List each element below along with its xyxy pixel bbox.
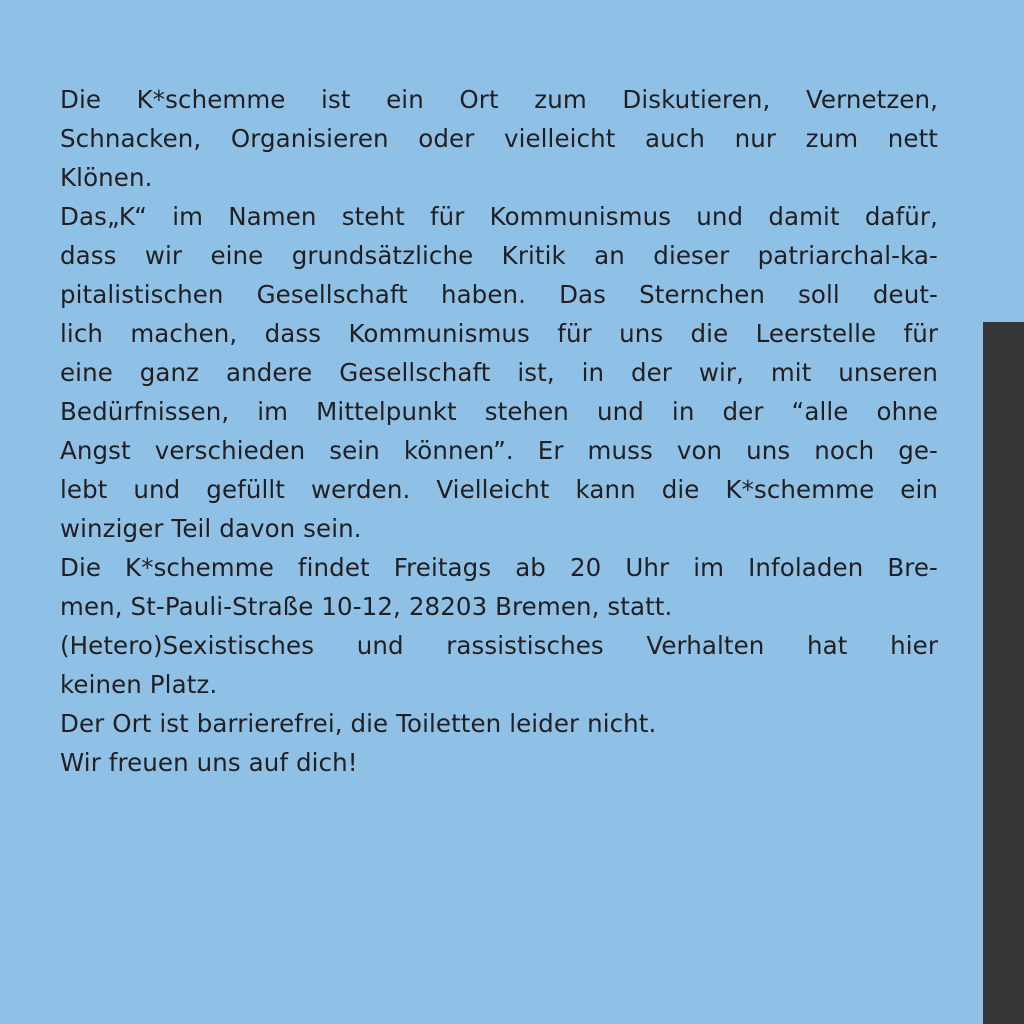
text-line: Wir freuen uns auf dich! bbox=[60, 748, 358, 777]
text-line: (Hetero)Sexistisches und rassistisches Verhalten hat hier bbox=[60, 631, 938, 660]
text-line: lebt und gefüllt werden. Vielleicht kann die K*schemme ein bbox=[60, 475, 938, 504]
text-line: winziger Teil davon sein. bbox=[60, 514, 362, 543]
flyer-text-block bbox=[60, 80, 938, 782]
text-line: Angst verschieden sein können”. Er muss von uns noch ge- bbox=[60, 436, 938, 465]
text-line: pitalistischen Gesellschaft haben. Das Sternchen soll deut- bbox=[60, 280, 938, 309]
text-line: eine ganz andere Gesellschaft ist, in der wir, mit unseren bbox=[60, 358, 938, 387]
text-line: dass wir eine grundsätzliche Kritik an dieser patriarchal-ka- bbox=[60, 241, 938, 270]
text-line: Bedürfnissen, im Mittelpunkt stehen und in der “alle ohne bbox=[60, 397, 938, 426]
dark-side-bar bbox=[983, 322, 1024, 1024]
text-line: Das„K“ im Namen steht für Kommunismus und damit dafür, bbox=[60, 202, 938, 231]
text-line: lich machen, dass Kommunismus für uns die Leerstelle für bbox=[60, 319, 938, 348]
text-line: Die K*schemme findet Freitags ab 20 Uhr im Infoladen Bre- bbox=[60, 553, 938, 582]
text-line: men, St-Pauli-Straße 10-12, 28203 Bremen, statt. bbox=[60, 592, 673, 621]
text-line: Schnacken, Organisieren oder vielleicht auch nur zum nett bbox=[60, 124, 938, 153]
text-line: keinen Platz. bbox=[60, 670, 218, 699]
text-line: Klönen. bbox=[60, 163, 153, 192]
text-line: Die K*schemme ist ein Ort zum Diskutieren, Vernetzen, bbox=[60, 85, 938, 114]
text-line: Der Ort ist barrierefrei, die Toiletten leider nicht. bbox=[60, 709, 657, 738]
